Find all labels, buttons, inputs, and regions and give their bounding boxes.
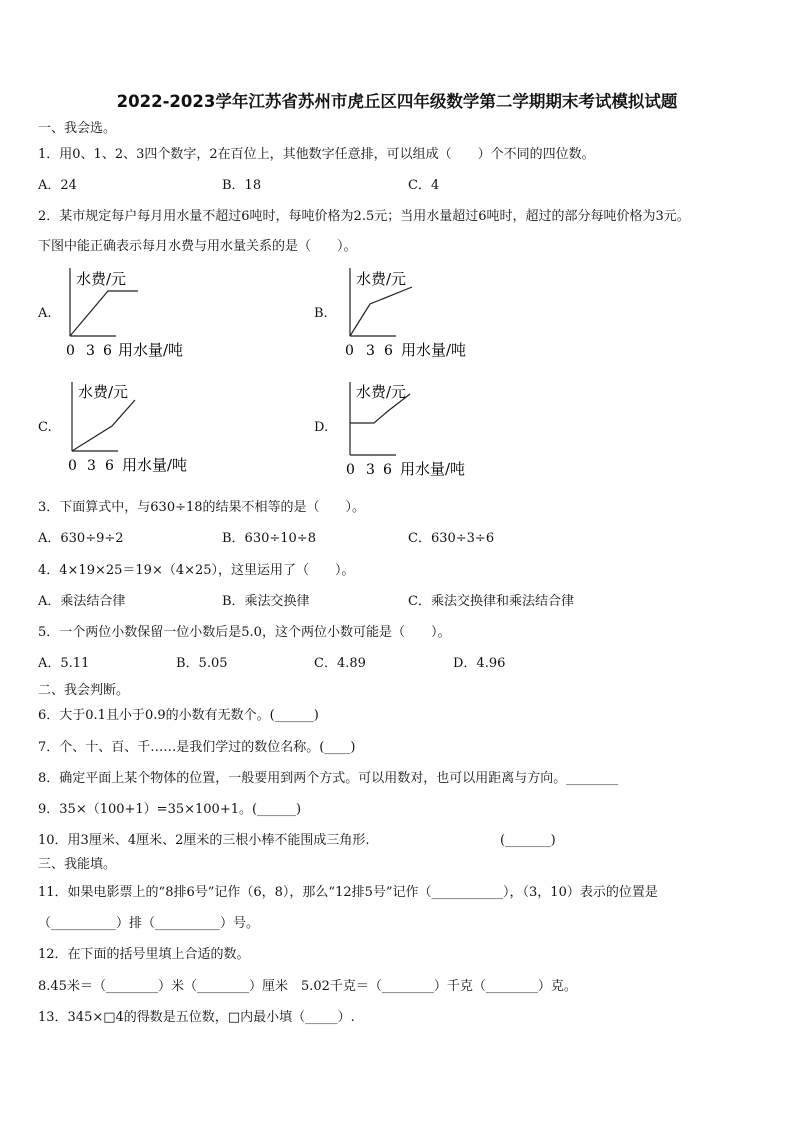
q2-option-b-label: B. xyxy=(314,306,328,321)
q2c-tick-3: 3 xyxy=(87,458,96,474)
q2-option-a-label: A. xyxy=(38,306,52,321)
q2b-tick-0: 0 xyxy=(345,343,354,359)
q2-graph-d xyxy=(340,378,500,478)
q2a-ylabel: 水费/元 xyxy=(76,270,127,288)
q4-option-b: B．乘法交换律 xyxy=(222,594,310,609)
q2d-tick-6: 6 xyxy=(383,462,392,478)
question-1: 1．用0、1、2、3四个数字，2在百位上，其他数字任意排，可以组成（ ）个不同的四位数。 xyxy=(38,147,595,162)
q3-option-c: C．630÷3÷6 xyxy=(408,531,495,546)
q2a-xlabel: 用水量/吨 xyxy=(118,341,184,359)
q2-graph-c xyxy=(62,378,222,478)
question-9: 9．35×（100+1）=35×100+1。(______) xyxy=(38,802,302,817)
q2c-tick-6: 6 xyxy=(105,458,114,474)
question-7: 7．个、十、百、千……是我们学过的数位名称。(____) xyxy=(38,740,356,755)
q2a-tick-6: 6 xyxy=(103,343,112,359)
q2b-ylabel: 水费/元 xyxy=(356,270,407,288)
q2b-tick-3: 3 xyxy=(366,343,375,359)
q2a-tick-3: 3 xyxy=(86,343,95,359)
q2b-xlabel: 用水量/吨 xyxy=(401,341,467,359)
section-heading-3: 三、我能填。 xyxy=(38,857,117,872)
question-11-line2: （__________）排（__________）号。 xyxy=(38,916,260,931)
q2d-ylabel: 水费/元 xyxy=(356,383,407,401)
question-5: 5．一个两位小数保留一位小数后是5.0，这个两位小数可能是（ ）。 xyxy=(38,625,451,640)
question-12: 12．在下面的括号里填上合适的数。 xyxy=(38,947,250,962)
question-4: 4．4×19×25＝19×（4×25），这里运用了（ ）。 xyxy=(38,563,355,578)
section-heading-2: 二、我会判断。 xyxy=(38,683,130,698)
question-3: 3．下面算式中，与630÷18的结果不相等的是（ ）。 xyxy=(38,500,366,515)
question-11: 11．如果电影票上的“8排6号”记作（6，8），那么“12排5号”记作（___________），（3，10）表示的位置是 xyxy=(38,885,658,900)
question-12-line2: 8.45米＝（________）米（________）厘米 5.02千克＝（________）千克（________）克。 xyxy=(38,979,577,994)
q3-option-a: A．630÷9÷2 xyxy=(38,531,124,546)
question-6: 6．大于0.1且小于0.9的小数有无数个。(______) xyxy=(38,708,319,723)
question-10: 10．用3厘米、4厘米、2厘米的三根小棒不能围成三角形. xyxy=(38,833,370,848)
q5-option-a: A．5.11 xyxy=(38,656,90,671)
q5-option-b: B．5.05 xyxy=(176,656,228,671)
q1-option-c: C．4 xyxy=(408,178,440,193)
q2-option-c-label: C. xyxy=(38,420,52,435)
question-8: 8．确定平面上某个物体的位置，一般要用到两个方式。可以用数对，也可以用距离与方向。________ xyxy=(38,771,619,786)
q2b-tick-6: 6 xyxy=(384,343,393,359)
q2c-ylabel: 水费/元 xyxy=(78,383,129,401)
page-title: 2022-2023学年江苏省苏州市虎丘区四年级数学第二学期期末考试模拟试题 xyxy=(116,92,678,111)
q4-option-c: C．乘法交换律和乘法结合律 xyxy=(408,594,574,609)
q4-option-a: A．乘法结合律 xyxy=(38,594,126,609)
q2d-tick-3: 3 xyxy=(366,462,375,478)
question-2: 2．某市规定每户每月用水量不超过6吨时，每吨价格为2.5元；当用水量超过6吨时，超过的部分每吨价格为3元。 xyxy=(38,209,690,224)
q2-graph-b xyxy=(340,264,500,364)
q2c-tick-0: 0 xyxy=(68,458,77,474)
q2d-xlabel: 用水量/吨 xyxy=(400,460,466,478)
q2-option-d-label: D. xyxy=(314,420,329,435)
question-10-blank: (_______) xyxy=(500,833,556,848)
q2c-xlabel: 用水量/吨 xyxy=(122,456,188,474)
q1-option-a: A．24 xyxy=(38,178,77,193)
question-2-line2: 下图中能正确表示每月水费与用水量关系的是（ ）。 xyxy=(38,239,357,254)
section-heading-1: 一、我会选。 xyxy=(38,121,117,136)
q5-option-d: D．4.96 xyxy=(453,656,506,671)
q3-option-b: B．630÷10÷8 xyxy=(222,531,316,546)
q1-option-b: B．18 xyxy=(222,178,262,193)
q5-option-c: C．4.89 xyxy=(314,656,366,671)
q2d-tick-0: 0 xyxy=(346,462,355,478)
q2-graph-a xyxy=(60,264,220,364)
q2a-tick-0: 0 xyxy=(66,343,75,359)
question-13: 13．345×□4的得数是五位数，□内最小填（_____）. xyxy=(38,1010,355,1025)
